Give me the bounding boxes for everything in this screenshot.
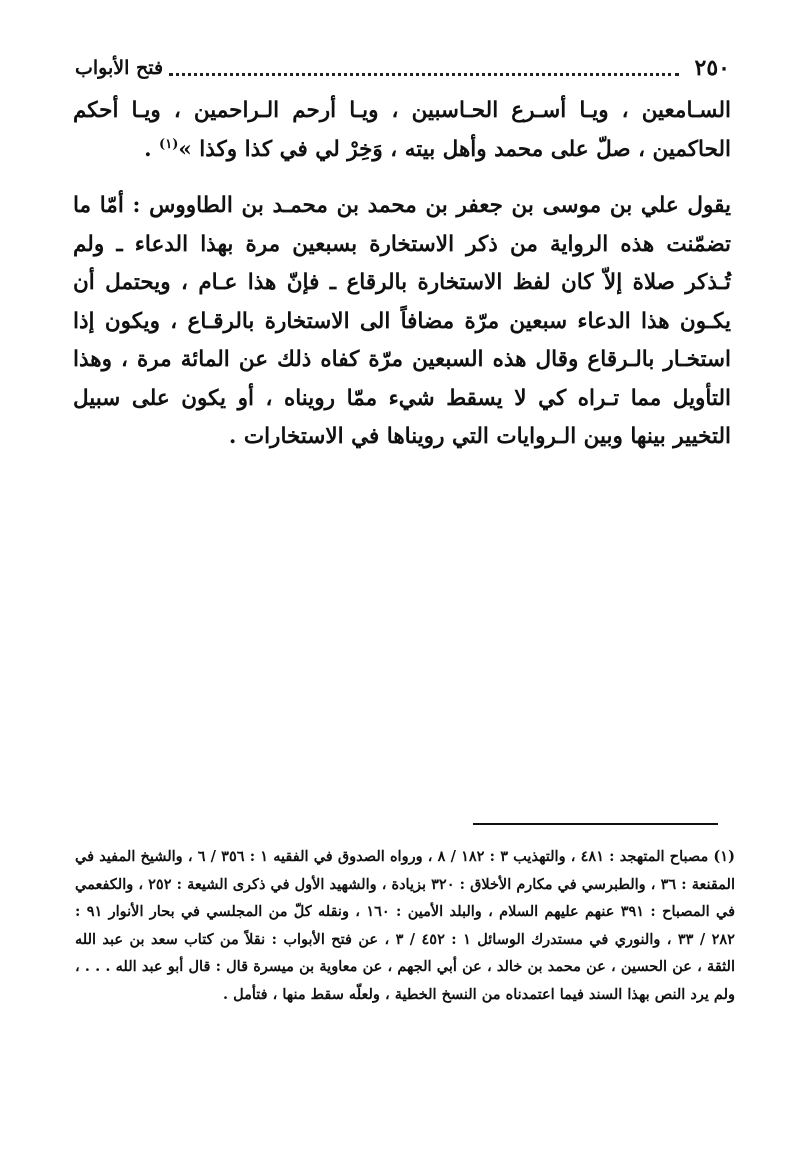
page-header bbox=[75, 48, 730, 88]
footnotes bbox=[75, 843, 735, 1008]
page-number: ٢٥٠ bbox=[694, 55, 730, 81]
footnote-reference: (١) bbox=[159, 136, 179, 152]
paragraph bbox=[73, 187, 731, 457]
paragraph-text: يقول علي بن موسى بن جعفر بن محمد بن محمـد بن الطاووس : أمّا ما تضمّنت هذه الرواية من ذكر الاستخارة بسبعين مرة بهذا الدعاء ـ ولم تُـذكر صلاة إلاّ كان لفظ الاستخارة بالرقاع ـ فإنّ هذا عـام ، ويحتمل أن يكـون هذا الدعاء سبعين مرّة مضافاً الى الاستخارة بالرقـاع ، ويكون إذا استخـار بالـرقاع وقال هذه السبعين مرّة كفاه ذلك عن المائة مرة ، وهذا التأويل مما تـراه كي لا يسقط شيء ممّا رويناه ، أو يكون على سبيل التخيير بينها وبين الـروايات التي رويناها في الاستخارات . bbox=[73, 193, 731, 449]
paragraph bbox=[73, 92, 731, 169]
header-dot-leader bbox=[169, 73, 678, 76]
paragraph-text: السـامعين ، ويـا أسـرع الحـاسبين ، ويـا أرحم الـراحمين ، ويـا أحكم الحاكمين ، صلّ على محمد وأهل بيته ، وَخِرْ لي في كذا وكذا » bbox=[73, 98, 731, 162]
paragraph-tail: . bbox=[144, 136, 160, 162]
footnote-separator bbox=[473, 823, 718, 825]
footnote: (١) مصباح المتهجد : ٤٨١ ، والتهذيب ٣ : ١٨٢ / ٨ ، ورواه الصدوق في الفقيه ١ : ٣٥٦ / ٦ ، والشيخ المفيد في المقنعة : ٣٦ ، والطبرسي في مكارم الأخلاق : ٣٢٠ بزيادة ، والشهيد الأول في ذكرى الشيعة : ٢٥٢ ، والكفعمي في المصباح : ٣٩١ عنهم عليهم السلام ، والبلد الأمين : ١٦٠ ، ونقله كلّ من المجلسي في بحار الأنوار ٩١ : ٢٨٢ / ٣٣ ، والنوري في مستدرك الوسائل ١ : ٤٥٢ / ٣ ، عن فتح الأبواب : نقلاً من كتاب سعد بن عبد الله الثقة ، عن الحسين ، عن محمد بن خالد ، عن أبي الجهم ، عن معاوية بن ميسرة قال : قال أبو عبد الله . . . ، ولم يرد النص بهذا السند فيما اعتمدناه من النسخ الخطية ، ولعلّه سقط منها ، فتأمل . bbox=[75, 848, 736, 1003]
main-text bbox=[73, 92, 731, 457]
running-title: فتح الأبواب bbox=[75, 57, 164, 79]
